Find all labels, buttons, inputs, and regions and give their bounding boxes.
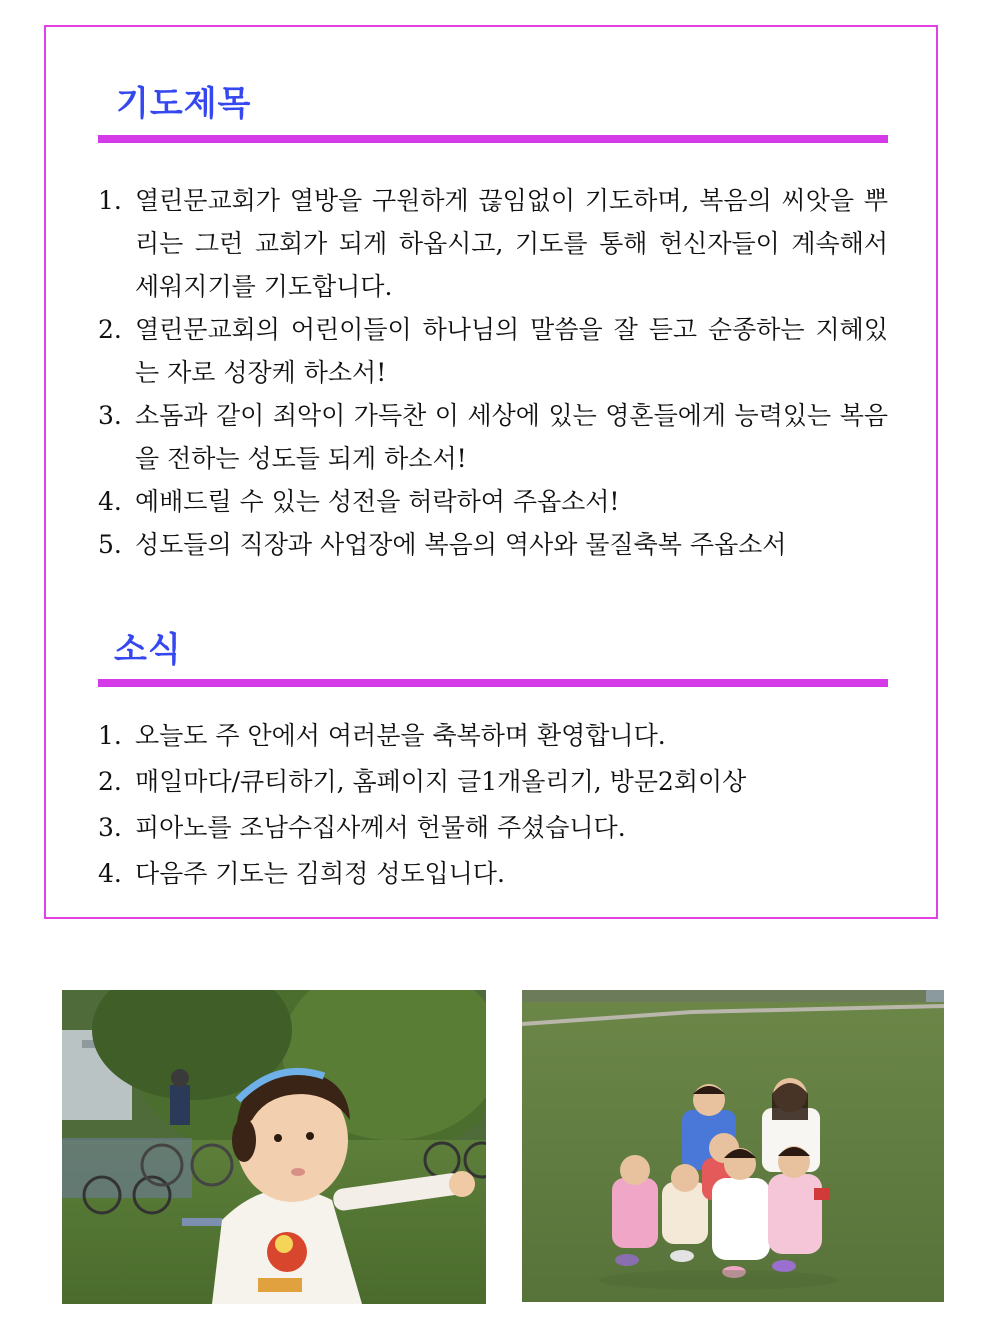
news-title-divider xyxy=(98,679,888,687)
news-item xyxy=(98,713,888,759)
prayer-list xyxy=(98,179,888,566)
prayer-item-text: 예배드릴 수 있는 성전을 허락하여 주옵소서! xyxy=(135,487,620,516)
prayer-item-number: 3. xyxy=(98,401,122,430)
news-item-text: 오늘도 주 안에서 여러분을 축복하며 환영합니다. xyxy=(135,721,666,750)
prayer-section-title: 기도제목 xyxy=(116,84,252,124)
news-item-number: 1. xyxy=(98,721,122,750)
prayer-item-text: 열린문교회가 열방을 구원하게 끊임없이 기도하며, 복음의 씨앗을 뿌리는 그런 교회가 되게 하옵시고, 기도를 통해 헌신자들이 계속해서 세워지기를 기도합니다. xyxy=(135,186,888,301)
news-item-number: 4. xyxy=(98,859,122,888)
prayer-item-number: 5. xyxy=(98,530,122,559)
prayer-item xyxy=(98,308,888,394)
prayer-item-number: 2. xyxy=(98,315,122,344)
news-item xyxy=(98,759,888,805)
prayer-item xyxy=(98,179,888,308)
news-item-text: 피아노를 조남수집사께서 헌물해 주셨습니다. xyxy=(135,813,626,842)
news-list xyxy=(98,713,888,897)
news-item-text: 매일마다/큐티하기, 홈페이지 글1개올리기, 방문2회이상 xyxy=(135,767,747,796)
news-item-number: 2. xyxy=(98,767,122,796)
content-frame xyxy=(44,25,938,919)
prayer-title-divider xyxy=(98,135,888,143)
park-photo-children-image xyxy=(522,990,944,1302)
prayer-item-text: 열린문교회의 어린이들이 하나님의 말씀을 잘 듣고 순종하는 지혜있는 자로 성장케 하소서! xyxy=(135,315,888,387)
news-item xyxy=(98,851,888,897)
prayer-item-text: 성도들의 직장과 사업장에 복음의 역사와 물질축복 주옵소서 xyxy=(135,530,787,559)
park-photo-girl xyxy=(62,990,486,1304)
prayer-item xyxy=(98,523,888,566)
prayer-item xyxy=(98,394,888,480)
prayer-item-number: 4. xyxy=(98,487,122,516)
prayer-item-text: 소돔과 같이 죄악이 가득찬 이 세상에 있는 영혼들에게 능력있는 복음을 전하는 성도들 되게 하소서! xyxy=(135,401,888,473)
news-section-title: 소식 xyxy=(114,630,182,670)
prayer-item-number: 1. xyxy=(98,186,122,215)
news-item xyxy=(98,805,888,851)
news-item-text: 다음주 기도는 김희정 성도입니다. xyxy=(135,859,505,888)
news-item-number: 3. xyxy=(98,813,122,842)
park-photo-children xyxy=(522,990,944,1302)
prayer-item xyxy=(98,480,888,523)
park-photo-girl-image xyxy=(62,990,486,1304)
